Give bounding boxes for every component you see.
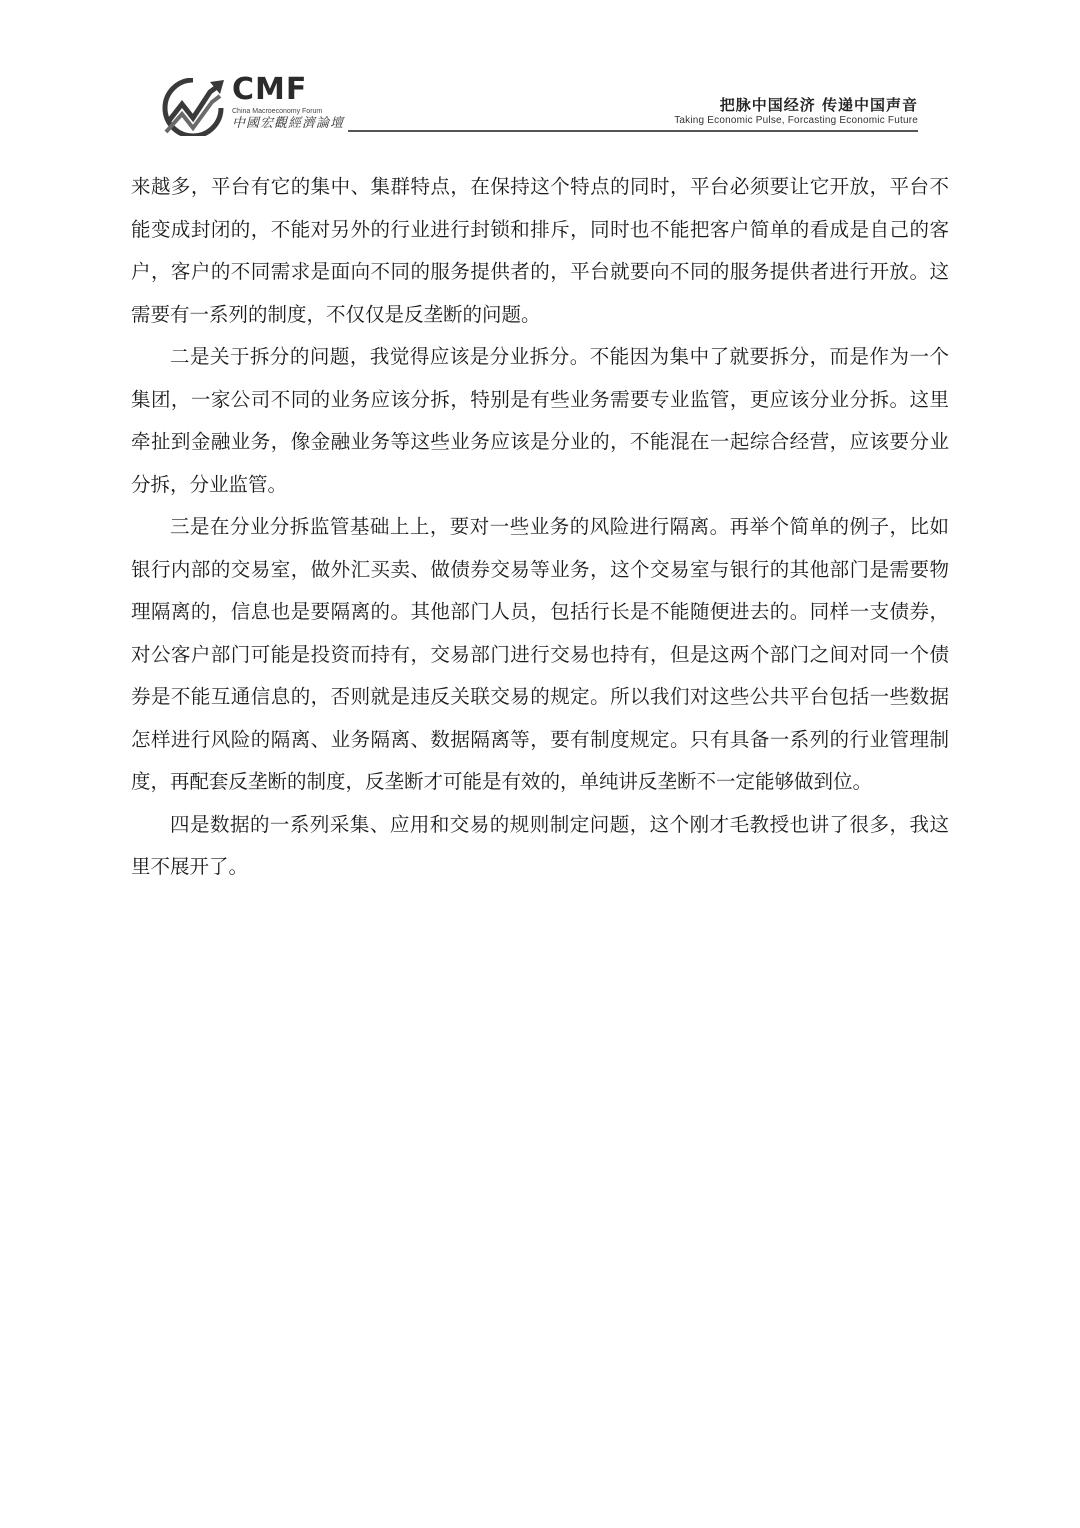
logo-text-block (232, 74, 344, 131)
logo-subtitle-cn: 中國宏觀經濟論壇 (232, 116, 345, 131)
page-header (0, 0, 1080, 140)
paragraph-continuation: 来越多，平台有它的集中、集群特点，在保持这个特点的同时，平台必须要让它开放，平台不能变成封闭的，不能对另外的行业进行封锁和排斥，同时也不能把客户简单的看成是自己的客户，客户的不同需求是面向不同的服务提供者的，平台就要向不同的服务提供者进行开放。这需要有一系列的制度，不仅仅是反垄断的问题。 (131, 175, 949, 326)
logo-title: CMF (232, 72, 308, 107)
logo-subtitle-en: China Macroeconomy Forum (232, 108, 323, 115)
header-tagline (674, 96, 918, 128)
paragraph-point-four: 四是数据的一系列采集、应用和交易的规则制定问题，这个刚才毛教授也讲了很多，我这里不展开了。 (131, 812, 949, 878)
header-divider (348, 130, 918, 132)
tagline-cn: 把脉中国经济 传递中国声音 (719, 96, 918, 114)
article-body (131, 166, 949, 889)
paragraph-point-two: 二是关于拆分的问题，我觉得应该是分业拆分。不能因为集中了就要拆分，而是作为一个集团，一家公司不同的业务应该分拆，特别是有些业务需要专业监管，更应该分业分拆。这里牵扯到金融业务，像金融业务等这些业务应该是分业的，不能混在一起综合经营，应该要分业分拆，分业监管。 (131, 345, 949, 496)
tagline-en: Taking Economic Pulse, Forcasting Economic Future (674, 115, 918, 126)
cmf-logo-icon (160, 78, 226, 136)
paragraph-point-three: 三是在分业分拆监管基础上上，要对一些业务的风险进行隔离。再举个简单的例子，比如银行内部的交易室，做外汇买卖、做债券交易等业务，这个交易室与银行的其他部门是需要物理隔离的，信息也是要隔离的。其他部门人员，包括行长是不能随便进去的。同样一支债券，对公客户部门可能是投资而持有，交易部门进行交易也持有，但是这两个部门之间对同一个债券是不能互通信息的，否则就是违反关联交易的规定。所以我们对这些公共平台包括一些数据怎样进行风险的隔离、业务隔离、数据隔离等，要有制度规定。只有具备一系列的行业管理制度，再配套反垄断的制度，反垄断才可能是有效的，单纯讲反垄断不一定能够做到位。 (131, 515, 949, 793)
